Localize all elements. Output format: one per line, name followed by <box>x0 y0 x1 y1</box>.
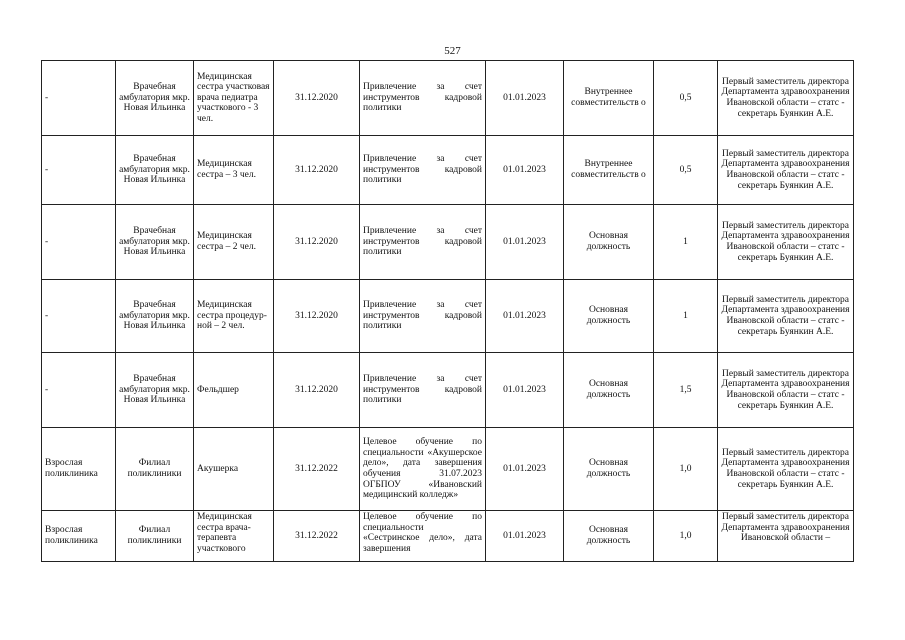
cell-employment-type: Основная должность <box>564 353 654 428</box>
cell-rate: 1,0 <box>654 428 718 511</box>
cell-source: Привлечение за счет инструментов кадровой политики <box>360 353 486 428</box>
cell-responsible: Первый заместитель директора Департамента здравоохранения Ивановской области – статс - секретарь Буянкин А.Е. <box>718 205 854 280</box>
cell-start-date: 01.01.2023 <box>486 61 564 136</box>
cell-source: Привлечение за счет инструментов кадровой политики <box>360 136 486 205</box>
cell-source: Привлечение за счет инструментов кадровой политики <box>360 205 486 280</box>
table-body <box>42 61 854 562</box>
cell-start-date: 01.01.2023 <box>486 511 564 562</box>
cell-position: Фельдшер <box>194 353 274 428</box>
cell-unit: Взрослая поликлиника <box>42 511 116 562</box>
cell-rate: 1,0 <box>654 511 718 562</box>
cell-employment-type: Основная должность <box>564 511 654 562</box>
cell-responsible: Первый заместитель директора Департамента здравоохранения Ивановской области – статс - секретарь Буянкин А.Е. <box>718 280 854 353</box>
cell-source: Целевое обучение по специальности «Сестринское дело», дата завершения <box>360 511 486 562</box>
cell-position: Медицинская сестра процедур-ной – 2 чел. <box>194 280 274 353</box>
cell-deadline: 31.12.2022 <box>274 428 360 511</box>
cell-start-date: 01.01.2023 <box>486 205 564 280</box>
table-row <box>42 136 854 205</box>
cell-division: Врачебная амбулатория мкр. Новая Ильинка <box>116 136 194 205</box>
cell-division: Филиал поликлиники <box>116 511 194 562</box>
cell-source: Привлечение за счет инструментов кадровой политики <box>360 61 486 136</box>
cell-start-date: 01.01.2023 <box>486 136 564 205</box>
cell-position: Медицинская сестра врача-терапевта участкового <box>194 511 274 562</box>
cell-start-date: 01.01.2023 <box>486 428 564 511</box>
cell-rate: 1,5 <box>654 353 718 428</box>
cell-deadline: 31.12.2020 <box>274 353 360 428</box>
cell-division: Врачебная амбулатория мкр. Новая Ильинка <box>116 353 194 428</box>
cell-responsible: Первый заместитель директора Департамента здравоохранения Ивановской области – <box>718 511 854 562</box>
page-number: 527 <box>444 45 461 57</box>
cell-position: Медицинская сестра – 3 чел. <box>194 136 274 205</box>
cell-deadline: 31.12.2020 <box>274 205 360 280</box>
cell-unit: - <box>42 205 116 280</box>
table-row <box>42 428 854 511</box>
cell-rate: 1 <box>654 205 718 280</box>
staffing-table <box>41 60 854 562</box>
table-row <box>42 205 854 280</box>
cell-rate: 0,5 <box>654 136 718 205</box>
table-row <box>42 353 854 428</box>
cell-deadline: 31.12.2020 <box>274 280 360 353</box>
cell-responsible: Первый заместитель директора Департамента здравоохранения Ивановской области – статс - секретарь Буянкин А.Е. <box>718 61 854 136</box>
cell-employment-type: Основная должность <box>564 280 654 353</box>
cell-unit: - <box>42 280 116 353</box>
cell-responsible: Первый заместитель директора Департамента здравоохранения Ивановской области – статс - секретарь Буянкин А.Е. <box>718 136 854 205</box>
cell-unit: - <box>42 136 116 205</box>
cell-position: Медицинская сестра участковая врача педиатра участкового - 3 чел. <box>194 61 274 136</box>
cell-deadline: 31.12.2020 <box>274 61 360 136</box>
cell-division: Врачебная амбулатория мкр. Новая Ильинка <box>116 61 194 136</box>
cell-rate: 1 <box>654 280 718 353</box>
cell-source: Целевое обучение по специальности «Акушерское дело», дата завершения обучения 31.07.2023 ОГБПОУ «Ивановский медицинский колледж» <box>360 428 486 511</box>
table-row <box>42 511 854 562</box>
cell-unit: - <box>42 61 116 136</box>
cell-responsible: Первый заместитель директора Департамента здравоохранения Ивановской области – статс - секретарь Буянкин А.Е. <box>718 428 854 511</box>
cell-division: Филиал поликлиники <box>116 428 194 511</box>
cell-responsible: Первый заместитель директора Департамента здравоохранения Ивановской области – статс - секретарь Буянкин А.Е. <box>718 353 854 428</box>
cell-unit: Взрослая поликлиника <box>42 428 116 511</box>
cell-division: Врачебная амбулатория мкр. Новая Ильинка <box>116 280 194 353</box>
cell-employment-type: Основная должность <box>564 205 654 280</box>
cell-start-date: 01.01.2023 <box>486 353 564 428</box>
table-row <box>42 61 854 136</box>
cell-deadline: 31.12.2022 <box>274 511 360 562</box>
cell-source: Привлечение за счет инструментов кадровой политики <box>360 280 486 353</box>
cell-employment-type: Основная должность <box>564 428 654 511</box>
cell-rate: 0,5 <box>654 61 718 136</box>
cell-position: Акушерка <box>194 428 274 511</box>
cell-deadline: 31.12.2020 <box>274 136 360 205</box>
cell-employment-type: Внутреннее совместительств о <box>564 136 654 205</box>
cell-start-date: 01.01.2023 <box>486 280 564 353</box>
cell-position: Медицинская сестра – 2 чел. <box>194 205 274 280</box>
table-row <box>42 280 854 353</box>
cell-division: Врачебная амбулатория мкр. Новая Ильинка <box>116 205 194 280</box>
cell-unit: - <box>42 353 116 428</box>
cell-employment-type: Внутреннее совместительств о <box>564 61 654 136</box>
